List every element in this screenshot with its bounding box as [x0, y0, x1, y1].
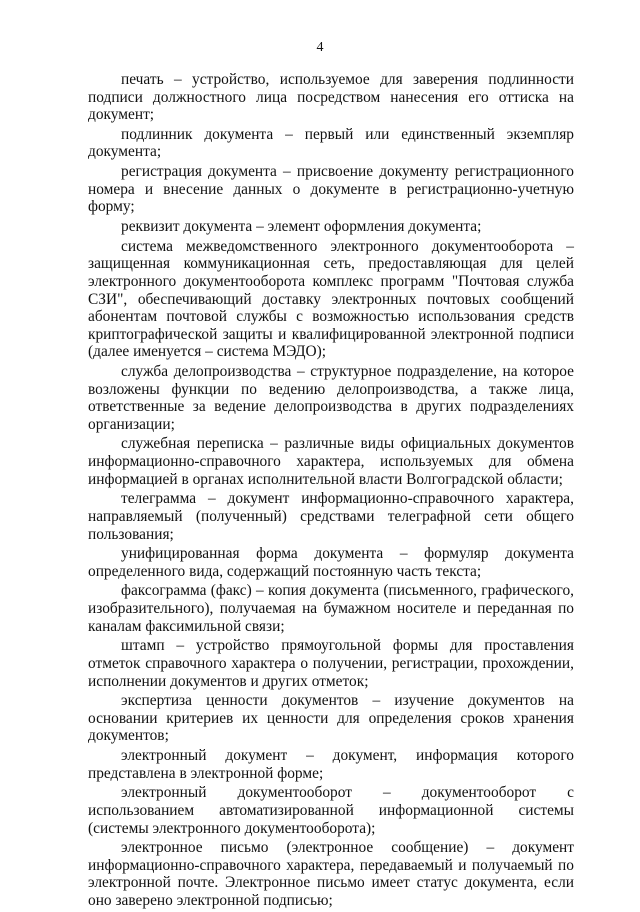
- definition-paragraph: унифицированная форма документа – формуляр документа определенного вида, содержащий постоянную часть текста;: [88, 545, 574, 580]
- definition-paragraph: печать – устройство, используемое для заверения подлинности подписи должностного лица посредством нанесения его оттиска на документ;: [88, 71, 574, 124]
- definition-paragraph: служебная переписка – различные виды официальных документов информационно-справочного характера, используемых для обмена информацией в органах исполнительной власти Волгоградской области;: [88, 435, 574, 488]
- definition-paragraph: электронный документооборот – документооборот с использованием автоматизированной информационной системы (системы электронного документооборота);: [88, 784, 574, 837]
- definition-paragraph: телеграмма – документ информационно-справочного характера, направляемый (полученный) средствами телеграфной сети общего пользования;: [88, 490, 574, 543]
- definition-paragraph: служба делопроизводства – структурное подразделение, на которое возложены функции по ведению делопроизводства, а также лица, ответственные за ведение делопроизводства в других подразделениях организации;: [88, 362, 574, 433]
- document-body: [88, 71, 574, 912]
- definition-paragraph: штамп – устройство прямоугольной формы для проставления отметок справочного характера о получении, регистрации, прохождении, исполнении документов и других отметок;: [88, 637, 574, 690]
- definition-paragraph: система межведомственного электронного документооборота – защищенная коммуникационная сеть, предоставляющая для целей электронного документооборота комплекс программ "Почтовая служба СЗИ", обеспечивающий доставку электронных почтовых сообщений абонентам почтовой службы с возможностью использования средств криптографической защиты и квалифицированной электронной подписи (далее именуется – система МЭДО);: [88, 237, 574, 361]
- page-number: 4: [316, 40, 324, 55]
- definition-paragraph: электронный документ – документ, информация которого представлена в электронной форме;: [88, 747, 574, 782]
- definition-paragraph: подлинник документа – первый или единственный экземпляр документа;: [88, 125, 574, 161]
- definition-paragraph: факсограмма (факс) – копия документа (письменного, графического, изобразительного), получаемая на бумажном носителе и переданная по каналам факсимильной связи;: [88, 582, 574, 635]
- definition-paragraph: экспертиза ценности документов – изучение документов на основании критериев их ценности для определения сроков хранения документов;: [88, 692, 574, 745]
- definition-paragraph: электронное письмо (электронное сообщение) – документ информационно-справочного характера, передаваемый и получаемый по электронной почте. Электронное письмо имеет статус документа, если оно заверено электронной подписью;: [88, 839, 574, 910]
- definition-paragraph: реквизит документа – элемент оформления документа;: [121, 218, 482, 236]
- definition-paragraph: регистрация документа – присвоение документу регистрационного номера и внесение данных о документе в регистрационно-учетную форму;: [88, 163, 574, 216]
